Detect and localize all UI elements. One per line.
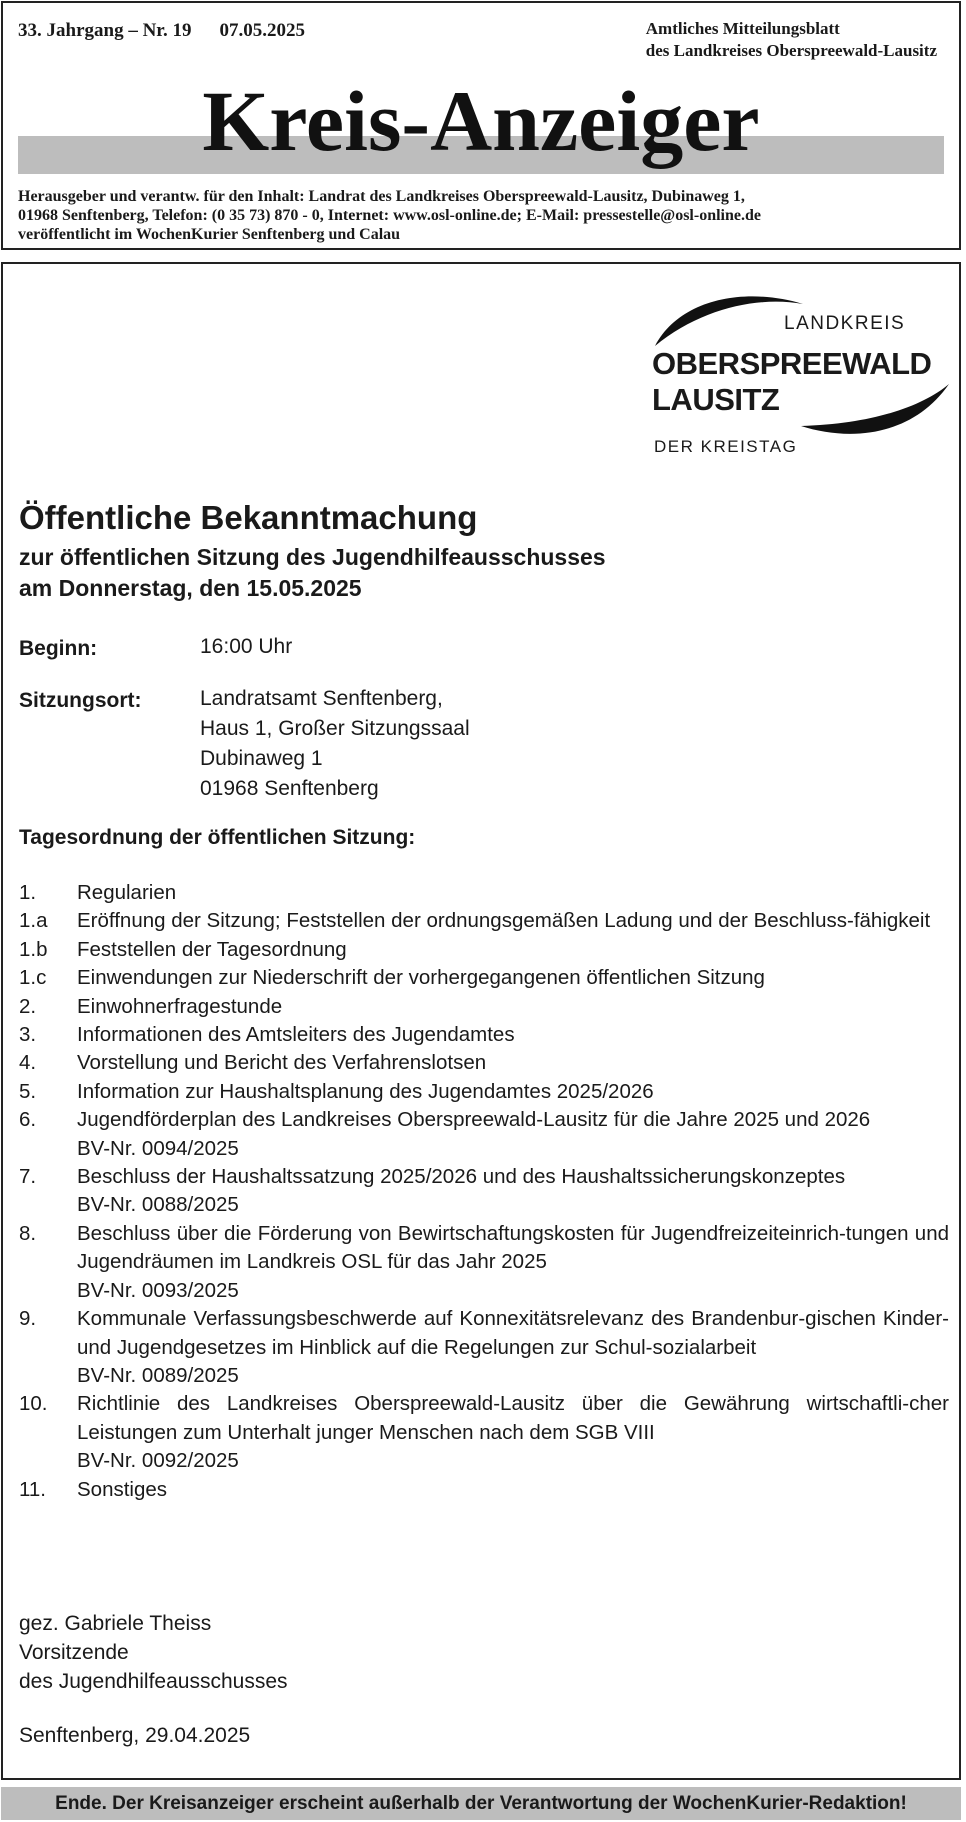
agenda-item-number: 11. <box>19 1477 46 1501</box>
issue-date: 07.05.2025 <box>219 20 305 41</box>
official-bulletin-label <box>646 18 937 62</box>
agenda-item <box>19 1390 949 1475</box>
agenda-item-number: 9. <box>19 1307 37 1331</box>
agenda-item-text: Information zur Haushaltsplanung des Jugendamtes 2025/2026 <box>77 1079 654 1103</box>
agenda-list <box>19 879 949 1504</box>
agenda-item <box>19 1163 949 1220</box>
agenda-item-text: Jugendförderplan des Landkreises Oberspreewald-Lausitz für die Jahre 2025 und 2026 <box>77 1108 871 1132</box>
publisher-info <box>18 187 944 244</box>
agenda-item-body <box>77 1049 949 1077</box>
agenda-item-body <box>77 1220 949 1305</box>
agenda-item-number: 1.a <box>19 909 48 933</box>
place-line: Dubinaweg 1 <box>200 747 323 770</box>
official-line-1: Amtliches Mitteilungsblatt <box>645 19 840 38</box>
masthead <box>1 1 961 250</box>
agenda-item-text: Informationen des Amtsleiters des Jugendamtes <box>77 1023 515 1047</box>
official-line-2: des Landkreises Oberspreewald-Lausitz <box>645 41 937 60</box>
agenda-item <box>19 879 949 907</box>
agenda-item-text: Einwohnerfragestunde <box>77 994 283 1018</box>
notice-subheading-1: zur öffentlichen Sitzung des Jugendhilfeausschusses <box>19 544 606 570</box>
announcement-box <box>1 262 961 1780</box>
agenda-item <box>19 1305 949 1390</box>
agenda-item-number: 8. <box>19 1221 37 1245</box>
notice-subheading-2: am Donnerstag, den 15.05.2025 <box>19 575 362 601</box>
agenda-item-body <box>77 1305 949 1390</box>
issue-number: 33. Jahrgang – Nr. 19 <box>18 20 192 41</box>
agenda-item-body <box>77 907 949 935</box>
agenda-item-body <box>77 1021 949 1049</box>
agenda-item-bv-number: BV-Nr. 0094/2025 <box>77 1136 239 1160</box>
place-label: Sitzungsort: <box>19 689 142 712</box>
agenda-item-bv-number: BV-Nr. 0092/2025 <box>77 1449 239 1473</box>
logo-name-line-2: LAUSITZ <box>652 382 780 417</box>
agenda-item-number: 1. <box>19 881 37 904</box>
agenda-item-body <box>77 936 949 964</box>
place-value <box>200 684 470 804</box>
agenda-item <box>19 936 949 964</box>
agenda-item-text: Sonstiges <box>77 1477 168 1501</box>
begin-label: Beginn: <box>19 637 98 660</box>
newspaper-title: Kreis-Anzeiger <box>202 73 760 169</box>
agenda-item-number: 1.c <box>19 966 47 990</box>
agenda-item <box>19 1021 949 1049</box>
logo-kreistag: DER KREISTAG <box>654 437 798 456</box>
agenda-item-body <box>77 993 949 1021</box>
signature-committee: des Jugendhilfeausschusses <box>19 1670 288 1693</box>
agenda-item-number: 6. <box>19 1108 37 1132</box>
agenda-item-number: 1.b <box>19 937 48 961</box>
district-logo <box>651 286 953 461</box>
agenda-item <box>19 1106 949 1163</box>
place-date: Senftenberg, 29.04.2025 <box>19 1724 251 1747</box>
notice-heading: Öffentliche Bekanntmachung <box>19 499 478 536</box>
agenda-item-number: 7. <box>19 1165 37 1189</box>
place-line: Haus 1, Großer Sitzungssaal <box>200 717 470 740</box>
agenda-item <box>19 907 949 935</box>
agenda-item-text: Kommunale Verfassungsbeschwerde auf Konnexitätsrelevanz des Brandenbur-gischen Kinder- und Jugendgesetzes im Hinblick auf die Regelungen zur Schul-sozialarbeit <box>77 1307 949 1359</box>
agenda-item-body <box>77 1078 949 1106</box>
signature-name: gez. Gabriele Theiss <box>19 1612 212 1635</box>
agenda-item-body <box>77 1163 949 1220</box>
agenda-title: Tagesordnung der öffentlichen Sitzung: <box>19 826 416 849</box>
agenda-item-text: Richtlinie des Landkreises Oberspreewald-Lausitz über die Gewährung wirtschaftli-cher Leistungen zum Unterhalt junger Menschen nach dem SGB VIII <box>77 1392 949 1444</box>
publisher-line-3: veröffentlicht im WochenKurier Senftenberg und Calau <box>18 226 401 243</box>
agenda-item-number: 4. <box>19 1051 37 1075</box>
agenda-item <box>19 1476 949 1504</box>
signature-block <box>19 1609 288 1696</box>
agenda-item-text: Vorstellung und Bericht des Verfahrenslotsen <box>77 1051 487 1075</box>
agenda-item-body <box>77 879 949 907</box>
publisher-line-2: 01968 Senftenberg, Telefon: (0 35 73) 870 - 0, Internet: www.osl-online.de; E-Mail: pressestelle@osl-online.de <box>18 207 761 224</box>
agenda-item-body <box>77 1476 949 1504</box>
agenda-item-text: Beschluss der Haushaltssatzung 2025/2026 und des Haushaltssicherungskonzeptes <box>77 1165 846 1189</box>
agenda-item-text: Regularien <box>77 881 177 904</box>
agenda-item-number: 5. <box>19 1079 37 1103</box>
agenda-item-body <box>77 964 949 992</box>
agenda-item-bv-number: BV-Nr. 0088/2025 <box>77 1193 239 1217</box>
agenda-item <box>19 964 949 992</box>
agenda-item-number: 3. <box>19 1023 37 1047</box>
issue-info <box>18 20 305 42</box>
agenda-item-bv-number: BV-Nr. 0093/2025 <box>77 1278 239 1302</box>
footer-banner: Ende. Der Kreisanzeiger erscheint außerhalb der Verantwortung der WochenKurier-Redaktion! <box>1 1787 961 1820</box>
place-line: Landratsamt Senftenberg, <box>200 687 443 710</box>
publisher-line-1: Herausgeber und verantw. für den Inhalt: Landrat des Landkreises Oberspreewald-Lausitz, Dubinaweg 1, <box>18 188 745 205</box>
agenda-item-text: Feststellen der Tagesordnung <box>77 937 347 961</box>
agenda-item-bv-number: BV-Nr. 0089/2025 <box>77 1363 239 1387</box>
agenda-item <box>19 1078 949 1106</box>
agenda-item-text: Beschluss über die Förderung von Bewirtschaftungskosten für Jugendfreizeiteinrich-tungen und Jugendräumen im Landkreis OSL für das Jahr 2025 <box>77 1221 949 1274</box>
place-line: 01968 Senftenberg <box>200 777 379 800</box>
agenda-item-text: Eröffnung der Sitzung; Feststellen der ordnungsgemäßen Ladung und der Beschluss-fähigkeit <box>77 909 931 933</box>
agenda-item-body <box>77 1390 949 1475</box>
agenda-item-number: 2. <box>19 994 37 1018</box>
signature-role: Vorsitzende <box>19 1641 129 1664</box>
agenda-item <box>19 993 949 1021</box>
logo-name-line-1: OBERSPREEWALD <box>652 346 932 381</box>
agenda-item-number: 10. <box>19 1392 48 1416</box>
logo-landkreis: LANDKREIS <box>784 313 906 334</box>
agenda-item-text: Einwendungen zur Niederschrift der vorhergegangenen öffentlichen Sitzung <box>77 966 765 990</box>
agenda-item-body <box>77 1106 949 1163</box>
agenda-item <box>19 1049 949 1077</box>
agenda-item <box>19 1220 949 1305</box>
begin-value: 16:00 Uhr <box>200 635 293 658</box>
